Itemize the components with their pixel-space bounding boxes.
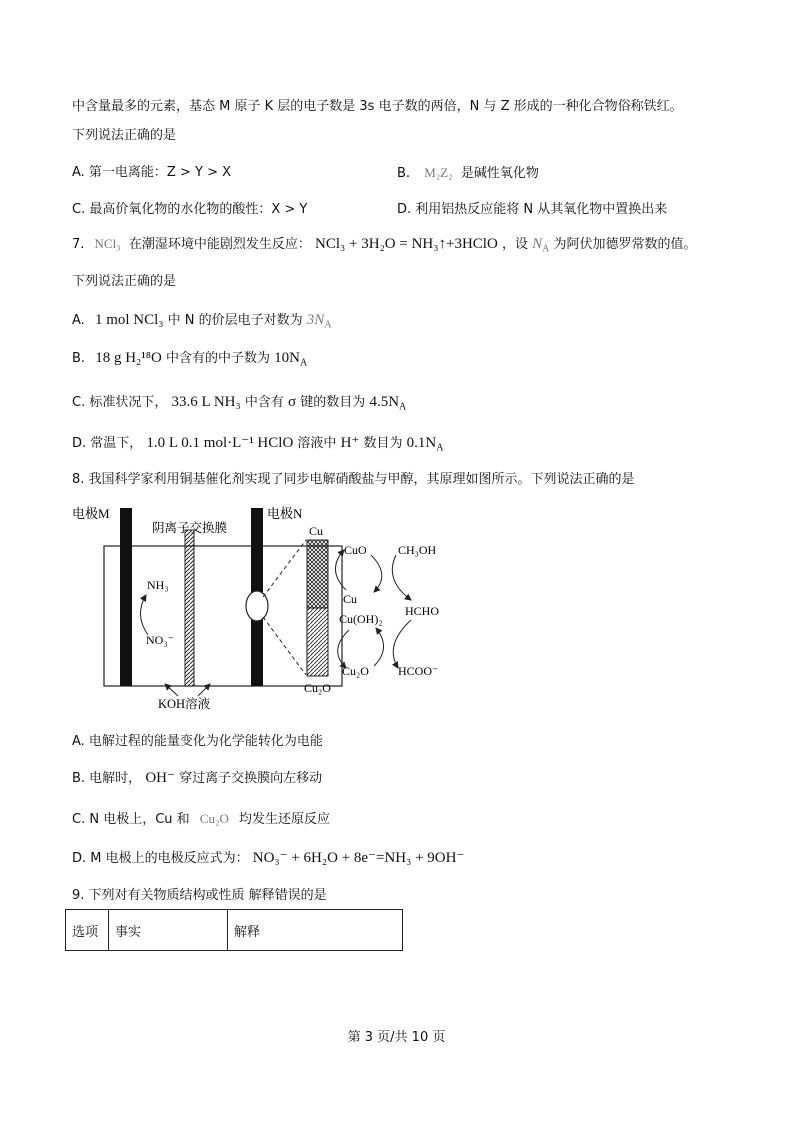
q7-stem: 7. NCl₃ 在潮湿环境中能剧烈发生反应： NCl₃ + 3H₂O = NH₃↑+3HClO ，设 $N_A$ 为阿伏加德罗常数的值。 [72,236,697,255]
q7-option-c: C. 标准状况下， 33.6 L NH₃ 中含有 σ 键的数目为 $4.5N_A$ [72,394,407,413]
q6-option-b-label: B. [397,166,411,181]
cu-layer [307,540,328,608]
q9-stem: 9. 下列对有关物质结构或性质 解释错误的是 [72,888,327,903]
q9-table [65,909,403,951]
ch3oh-label: CH₃OH [398,543,437,557]
q7-option-d: D. 常温下， 1.0 L 0.1 mol·L⁻¹ HClO 溶液中 H⁺ 数目为 $0.1N_A$ [72,435,444,454]
q7-option-d-value: 0.1N [406,435,437,451]
page-footer: 第 3 页/共 10 页 [347,1030,446,1045]
electrode-m-label: 电极M [72,506,110,521]
q7-option-c-text2: 键的数目为 [300,395,366,410]
nh3-label: NH₃ [147,578,169,592]
membrane-label: 阴离子交换膜 [152,521,228,535]
q7-stem-c: 为阿伏加德罗常数的值。 [553,237,697,252]
cuo-label: CuO [344,543,367,557]
q8-option-c-formula-image: Cu₂O [199,811,229,826]
q7-option-d-label: D. 常温下， [72,436,143,451]
cuoh2-label: Cu(OH)₂ [339,612,383,626]
q6-option-b-text: 是碱性氧化物 [460,166,539,181]
q6-option-a: A. 第一电离能：Z > Y > X [72,165,231,180]
q8-option-d-label: D. M 电极上的电极反应式为： [72,851,249,866]
ch3oh-to-hcho-arrow [392,555,411,600]
electrolytic-cell [104,546,342,686]
q7-option-b-label: B. [72,351,86,366]
callout-line-top [263,540,306,597]
q7-equation: NCl₃ + 3H₂O = NH₃↑+3HClO [315,236,498,252]
q7-option-c-math: 33.6 L NH₃ [171,394,241,410]
q7-option-b: B. 18 g H₂¹⁸O 中含有的中子数为 $10N_A$ [72,350,308,369]
q7-option-a-label: A. [72,313,85,328]
q7-option-a-value: 3N [306,312,325,328]
q8-option-b-text: 穿过离子交换膜向左移动 [179,771,323,786]
q7-prompt: 下列说法正确的是 [72,274,177,289]
table-row [66,910,403,951]
anion-exchange-membrane [185,530,194,686]
callout-line-bottom [263,617,306,675]
hcho-to-hcoo-arrow [393,620,411,668]
koh-label: KOH溶液 [158,697,211,711]
q7-option-a: A. 1 mol NCl₃ 中 N 的价层电子对数为 $3N_A$ [72,312,332,331]
q7-stem-a: 在潮湿环境中能剧烈发生反应： [128,237,311,252]
q7-number: 7. [72,237,85,252]
no3-to-nh3-arrow [140,595,148,635]
q7-stem-b: ，设 [501,237,528,252]
q7-option-d-ion: H⁺ [340,435,360,451]
q8-option-b-label: B. 电解时， [72,771,142,786]
q7-option-b-value: 10N [274,350,300,366]
electrolysis-diagram [66,500,466,720]
cuoh2-to-cu2o-arrow [338,630,349,668]
cu2o-bottom-label: Cu₂O [304,681,331,695]
q8-option-d-equation: NO₃⁻ + 6H₂O + 8e⁻=NH₃ + 9OH⁻ [252,850,465,866]
hcho-label: HCHO [405,604,440,618]
cuo-to-cu-arrow [371,555,382,592]
q7-option-c-label: C. 标准状况下， [72,395,168,410]
q7-option-d-text2: 数目为 [363,436,403,451]
q8-stem: 8. 我国科学家利用铜基催化剂实现了同步电解硝酸盐与甲醇，其原理如图所示。下列说法正确的是 [72,472,635,487]
q7-option-d-math: 1.0 L 0.1 mol·L⁻¹ HClO [146,435,294,451]
intro-line-1: 中含量最多的元素，基态 M 原子 K 层的电子数是 3s 电子数的两倍，N 与 Z 形成的一种化合物俗称铁红。 [72,99,683,114]
q7-option-b-text: 中含有的中子数为 [165,351,270,366]
table-header-fact: 事实 [109,910,228,951]
q8-option-d [72,848,464,869]
q8-option-c [72,809,330,830]
q7-option-c-text1: 中含有 [244,395,284,410]
hcoo-label: HCOO⁻ [398,664,439,678]
intro-line-2: 下列说法正确的是 [72,128,177,143]
q6-option-d: D. 利用铝热反应能将 N 从其氧化物中置换出来 [397,202,668,217]
electrode-n-label: 电极N [267,506,303,521]
electrode-m [120,508,132,686]
q7-option-d-text1: 溶液中 [297,436,337,451]
cu2o-to-cuoh2-arrow [374,628,384,666]
no3-label: NO₃⁻ [146,633,174,647]
q6-option-b [397,163,539,184]
table-header-option: 选项 [66,910,109,951]
q7-option-a-text: 中 N 的价层电子对数为 [167,313,303,328]
cu-top-label: Cu [309,524,324,538]
cu2o-right-label: Cu₂O [342,664,369,678]
q7-option-c-sigma: σ [288,394,297,410]
q8-option-c-label: C. N 电极上，Cu 和 [72,812,190,827]
q6-option-b-formula: M₂Z₂ [424,165,453,180]
cu-mid-label: Cu [343,592,358,606]
q8-option-b [72,768,322,789]
q7-option-c-value: 4.5N [369,394,400,410]
q8-option-c-text: 均发生还原反应 [239,812,331,827]
table-header-explanation: 解释 [228,910,403,951]
q7-option-b-math: 18 g H₂¹⁸O [95,350,162,366]
q8-option-a: A. 电解过程的能量变化为化学能转化为电能 [72,734,323,749]
q8-option-b-ion: OH⁻ [145,770,175,786]
cu2o-layer [307,608,328,676]
q6-option-c: C. 最高价氧化物的水化物的酸性：X > Y [72,202,308,217]
q7-na-symbol: N [532,236,543,252]
q7-option-a-math: 1 mol NCl₃ [94,312,164,328]
q7-formula-image: NCl₃ [94,236,121,251]
